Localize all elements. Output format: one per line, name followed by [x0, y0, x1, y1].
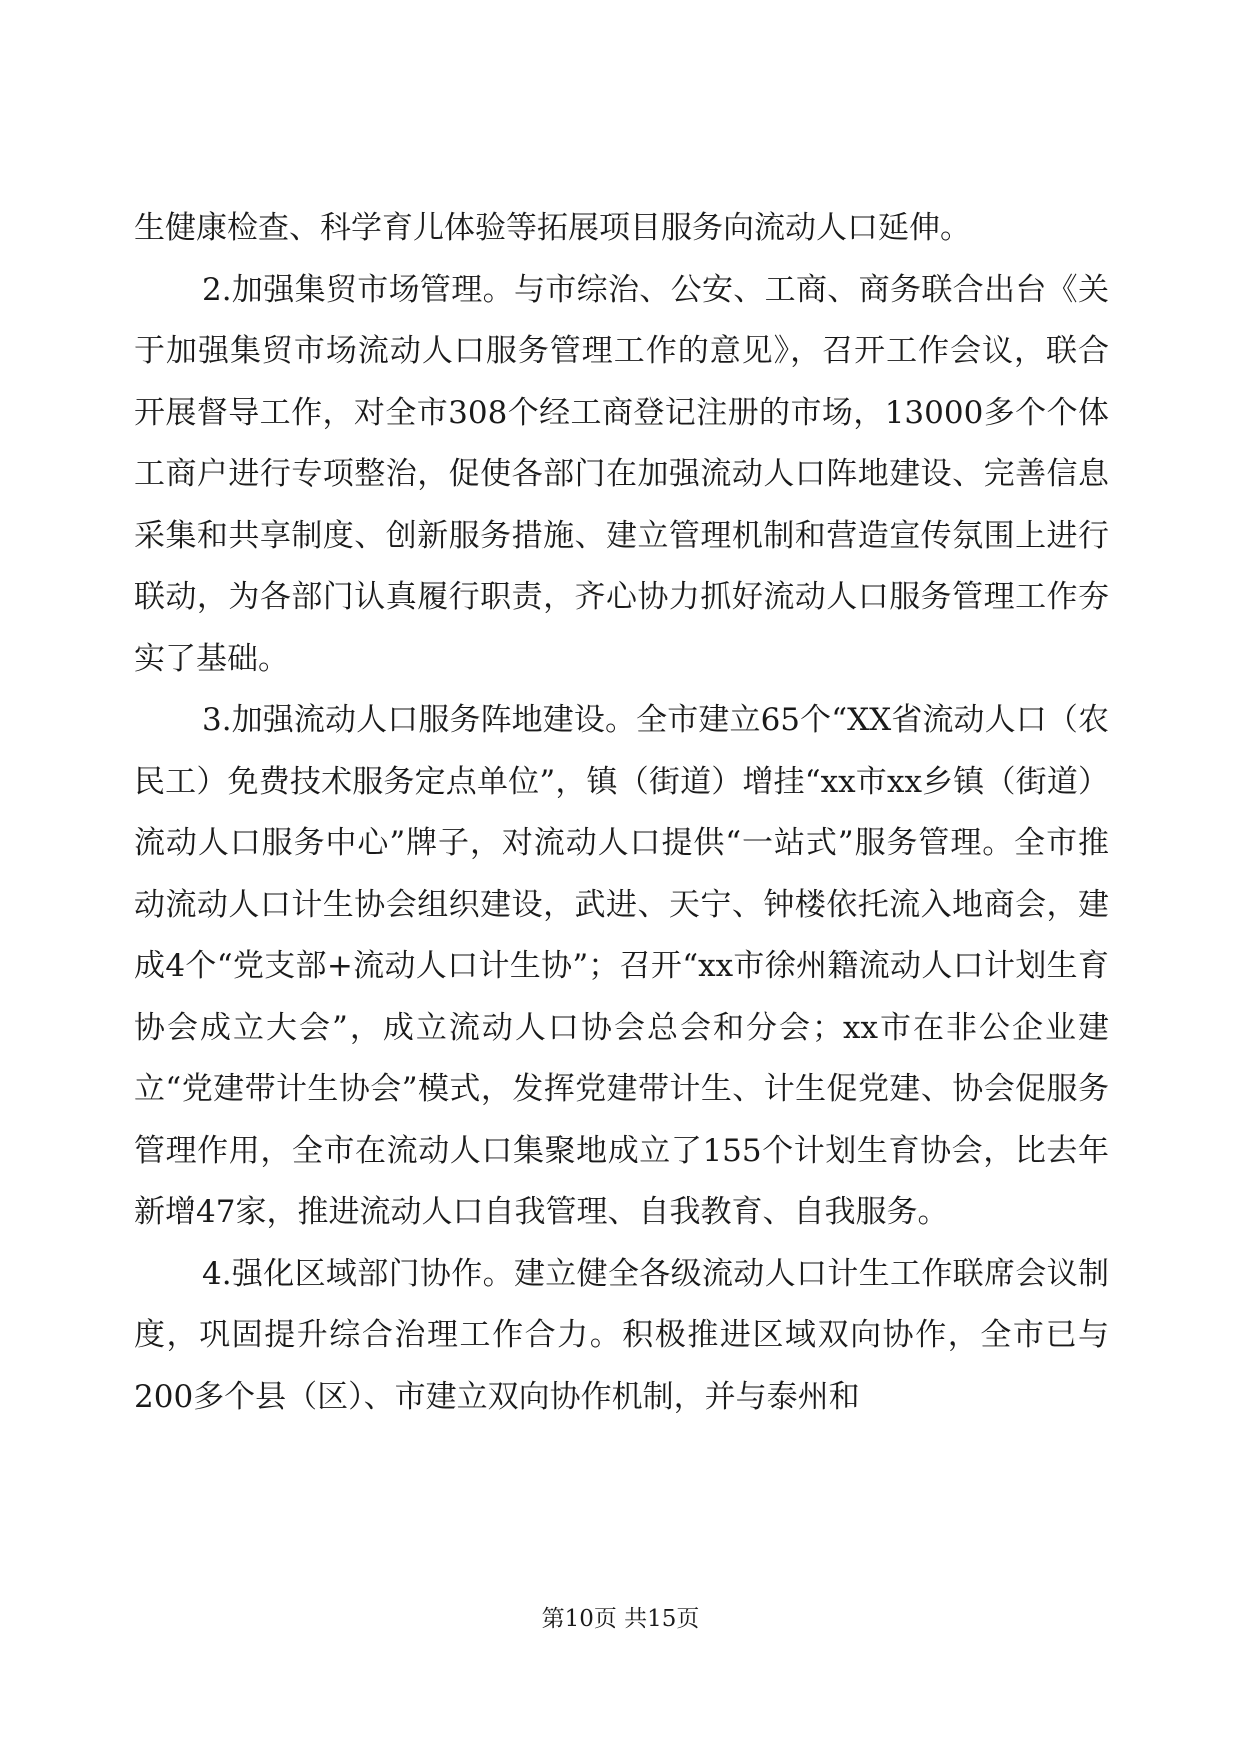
paragraph-market-management: 2.加强集贸市场管理。与市综治、公安、工商、商务联合出台《关于加强集贸市场流动人口服务管理工作的意见》，召开工作会议，联合开展督导工作，对全市308个经工商登记注册的市场，13000多个个体工商户进行专项整治，促使各部门在加强流动人口阵地建设、完善信息采集和共享制度、创新服务措施、建立管理机制和营造宣传氛围上进行联动，为各部门认真履行职责，齐心协力抓好流动人口服务管理工作夯实了基础。 [134, 271, 1109, 677]
document-body [134, 198, 1109, 1428]
paragraph-service-stations: 3.加强流动人口服务阵地建设。全市建立65个“XX省流动人口（农民工）免费技术服务定点单位”，镇（街道）增挂“xx市xx乡镇（街道）流动人口服务中心”牌子，对流动人口提供“一站式”服务管理。全市推动流动人口计生协会组织建设，武进、天宁、钟楼依托流入地商会，建成4个“党支部+流动人口计生协”；召开“xx市徐州籍流动人口计划生育协会成立大会”，成立流动人口协会总会和分会；xx市在非公企业建立“党建带计生协会”模式，发挥党建带计生、计生促党建、协会促服务管理作用，全市在流动人口集聚地成立了155个计划生育协会，比去年新增47家，推进流动人口自我管理、自我教育、自我服务。 [134, 702, 1109, 1230]
paragraph-continuation: 生健康检查、科学育儿体验等拓展项目服务向流动人口延伸。 [134, 210, 971, 246]
page-footer: 第10页 共15页 [541, 1606, 700, 1632]
paragraph-regional-cooperation: 4.强化区域部门协作。建立健全各级流动人口计生工作联席会议制度，巩固提升综合治理工作合力。积极推进区域双向协作，全市已与200多个县（区）、市建立双向协作机制，并与泰州和 [134, 1255, 1109, 1415]
